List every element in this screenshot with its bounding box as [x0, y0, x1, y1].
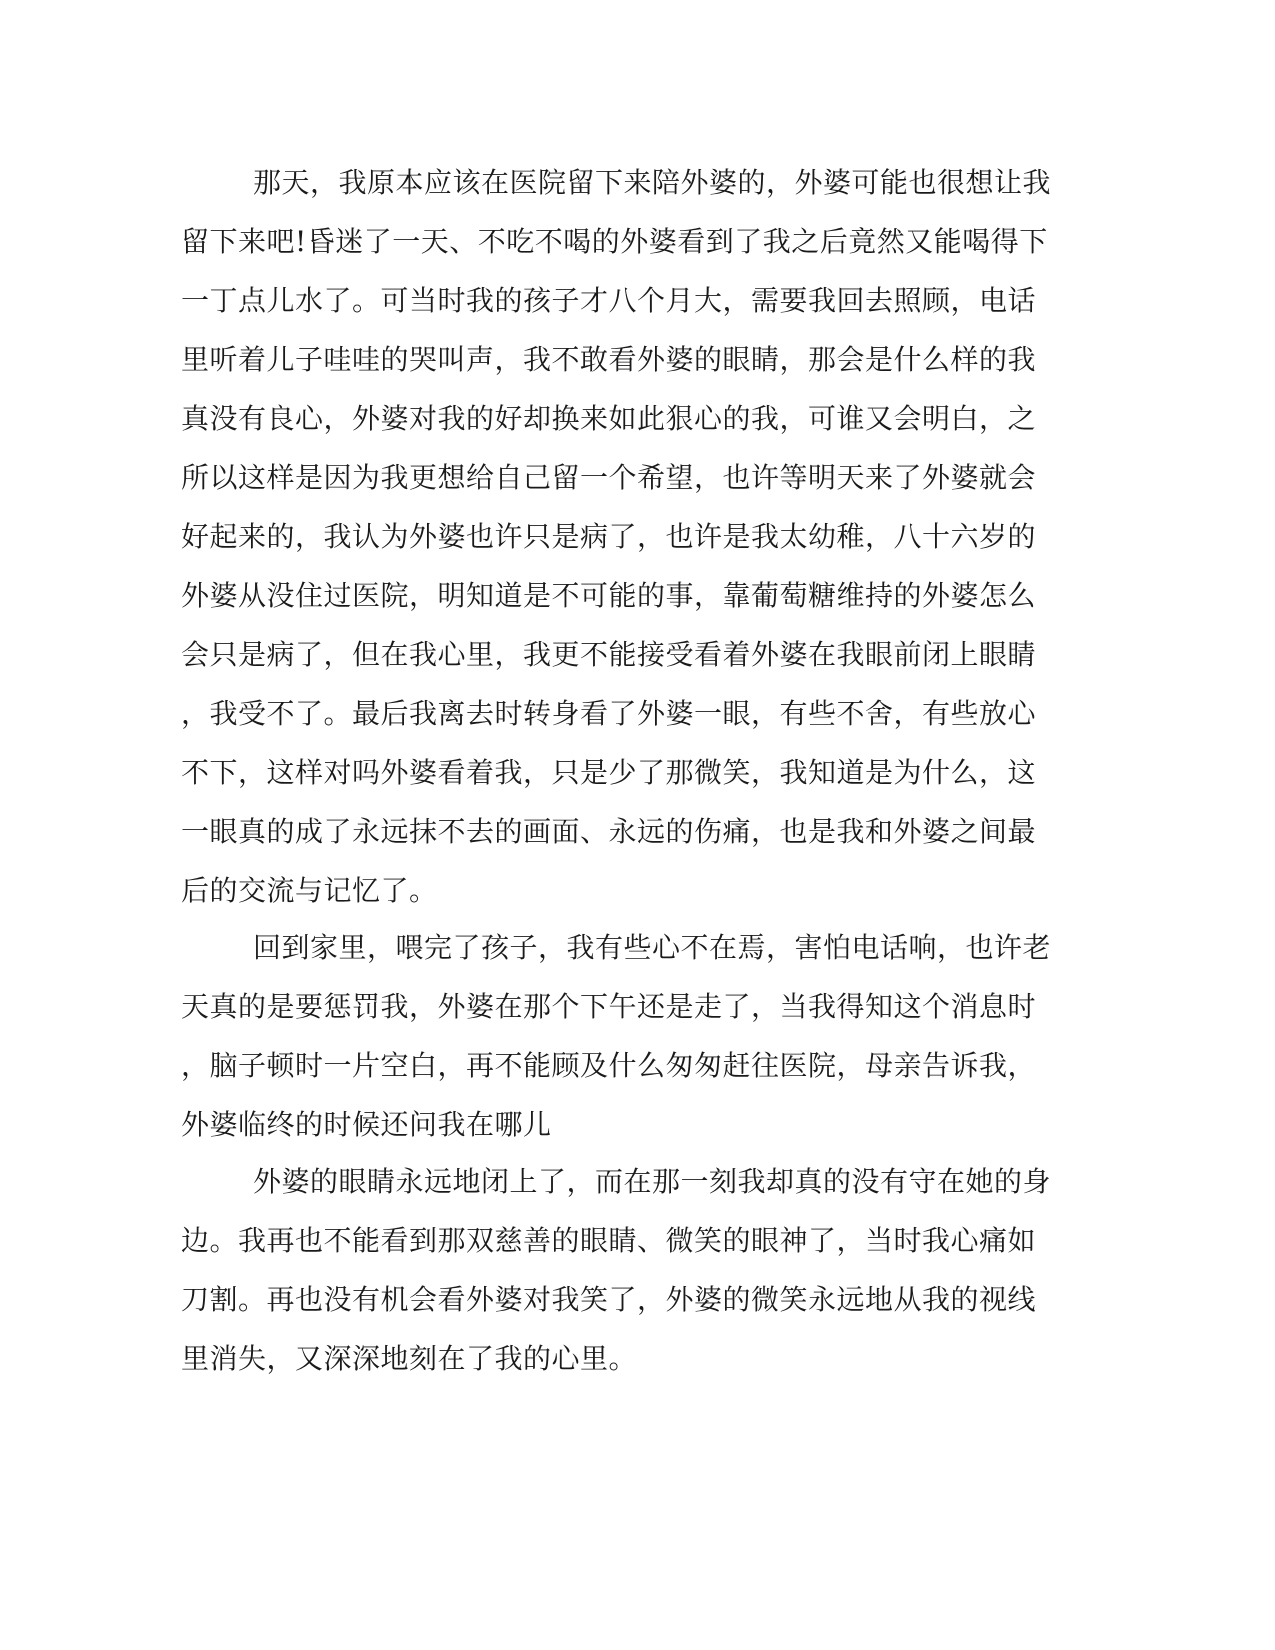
paragraph-line: ，脑子顿时一片空白，再不能顾及什么匆匆赶往医院，母亲告诉我，: [181, 1049, 1037, 1082]
paragraph-line: 刀割。再也没有机会看外婆对我笑了，外婆的微笑永远地从我的视线: [181, 1283, 1037, 1316]
paragraph-line: 里消失，又深深地刻在了我的心里。: [181, 1342, 638, 1375]
paragraph-line: 真没有良心，外婆对我的好却换来如此狠心的我，可谁又会明白，之: [181, 402, 1037, 435]
paragraph-line: 一眼真的成了永远抹不去的画面、永远的伤痛，也是我和外婆之间最: [181, 815, 1037, 848]
paragraph-1: [181, 153, 1052, 920]
paragraph-line: ，我受不了。最后我离去时转身看了外婆一眼，有些不舍，有些放心: [181, 697, 1037, 730]
paragraph-2: [181, 918, 1052, 1154]
paragraph-line: 所以这样是因为我更想给自己留一个希望，也许等明天来了外婆就会: [181, 461, 1037, 494]
paragraph-line: 留下来吧!昏迷了一天、不吃不喝的外婆看到了我之后竟然又能喝得下: [181, 225, 1048, 258]
paragraph-line: 那天，我原本应该在医院留下来陪外婆的，外婆可能也很想让我: [253, 166, 1052, 199]
paragraph-line: 不下，这样对吗外婆看着我，只是少了那微笑，我知道是为什么，这: [181, 756, 1037, 789]
paragraph-line: 边。我再也不能看到那双慈善的眼睛、微笑的眼神了，当时我心痛如: [181, 1224, 1037, 1257]
paragraph-line: 回到家里，喂完了孩子，我有些心不在焉，害怕电话响，也许老: [253, 931, 1052, 964]
paragraph-line: 外婆的眼睛永远地闭上了，而在那一刻我却真的没有守在她的身: [253, 1165, 1052, 1198]
paragraph-line: 一丁点儿水了。可当时我的孩子才八个月大，需要我回去照顾，电话: [181, 284, 1037, 317]
paragraph-3: [181, 1152, 1052, 1388]
paragraph-line: 天真的是要惩罚我，外婆在那个下午还是走了，当我得知这个消息时: [181, 990, 1037, 1023]
paragraph-line: 会只是病了，但在我心里，我更不能接受看着外婆在我眼前闭上眼睛: [181, 638, 1037, 671]
paragraph-line: 外婆从没住过医院，明知道是不可能的事，靠葡萄糖维持的外婆怎么: [181, 579, 1037, 612]
paragraph-line: 后的交流与记忆了。: [181, 874, 438, 907]
paragraph-line: 里听着儿子哇哇的哭叫声，我不敢看外婆的眼睛，那会是什么样的我: [181, 343, 1037, 376]
paragraph-line: 外婆临终的时候还问我在哪儿: [181, 1108, 552, 1141]
paragraph-line: 好起来的，我认为外婆也许只是病了，也许是我太幼稚，八十六岁的: [181, 520, 1037, 553]
